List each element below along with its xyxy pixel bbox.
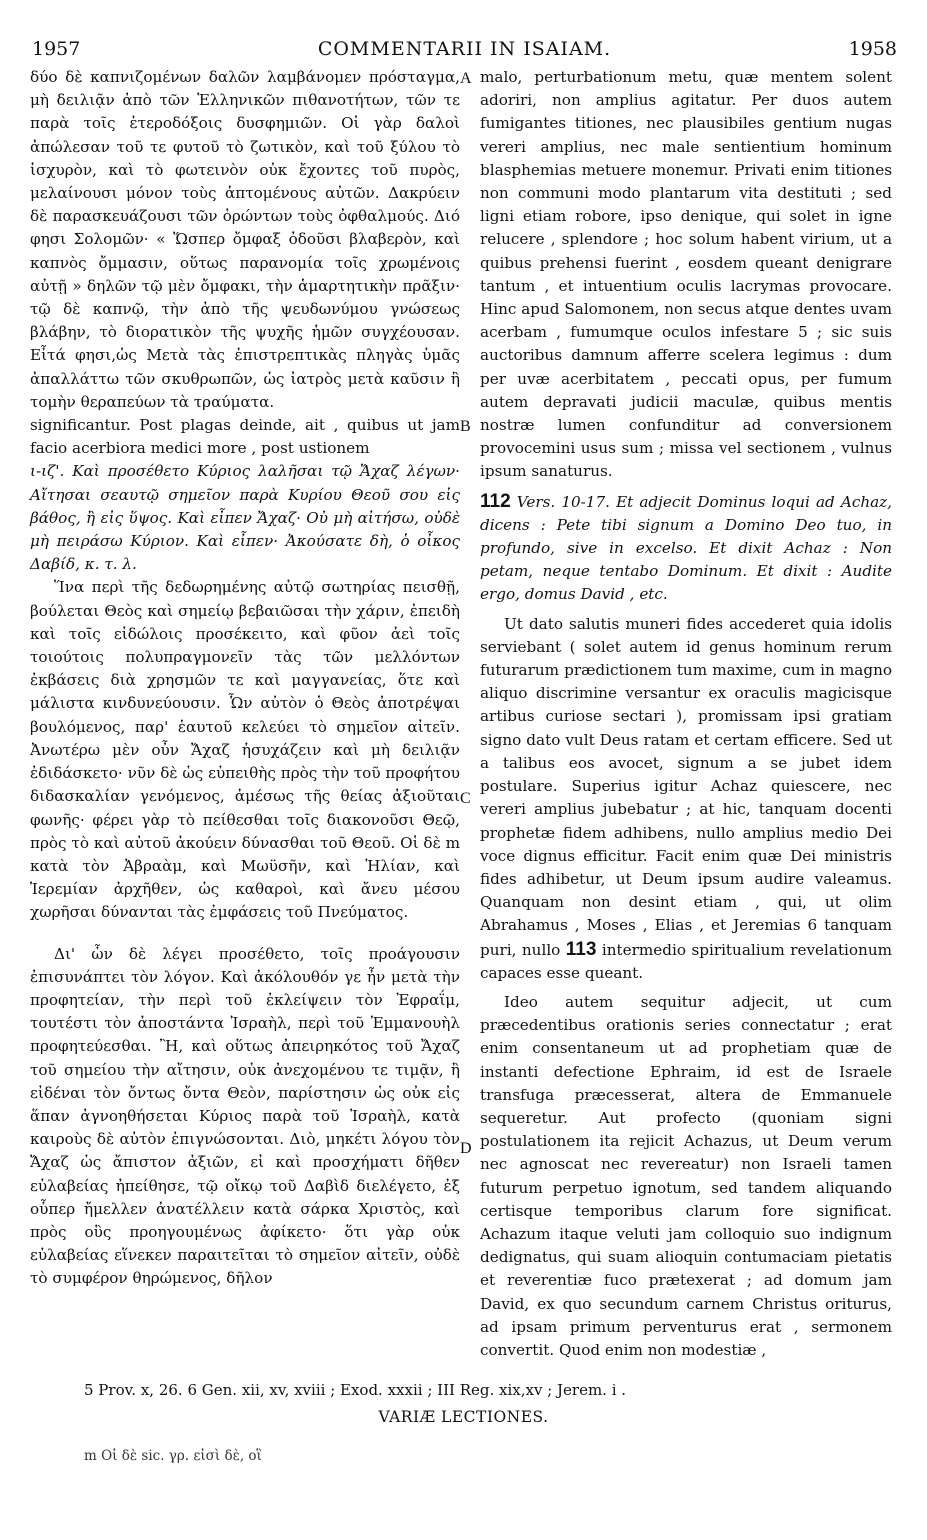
running-title: COMMENTARII IN ISAIAM. — [317, 38, 612, 60]
latin-overflow-line: significantur. Post plagas deinde, ait , quibus ut jam facio acerbiora medici more , post ustionem — [30, 416, 460, 458]
section-number: 112 — [480, 490, 511, 512]
latin-paragraph-2 — [480, 613, 892, 985]
greek-paragraph-1: δύο δὲ καπνιζομένων δαλῶν λαμβάνομεν πρόσταγμα, μὴ δειλιᾷν ἀπὸ τῶν Ἑλληνικῶν πιθανοτήτων, τῶν τε παρὰ τοῖς ἑτεροδόξοις δυσφημιῶν. Οἱ γὰρ δαλοὶ ἀπώλεσαν τοῦ τε φυτοῦ τὸ ζωτικὸν, καὶ τοῦ ξύλου τὸ ἰσχυρὸν, καὶ τὸ φωτεινὸν οὐκ ἔχοντες τοῦ πυρὸς, μελαίνουσι μόνον τοὺς ἁπτομένους αὐτῶν. Δακρύειν δὲ παρασκευάζουσι τῶν ὁρώντων τοὺς ὀφθαλμούς. Διό φησι Σολομῶν· « Ὥσπερ ὄμφαξ ὀδοῦσι βλαβερὸν, καὶ καπνὸς ὄμμασιν, οὕτως παρανομία τοῖς χρωμένοις αὐτῇ » δηλῶν τῷ μὲν ὄμφακι, τὴν ἁμαρτητικὴν πρᾶξιν· τῷ δὲ καπνῷ, τὴν ἀπὸ τῆς ψευδωνύμου γνώσεως βλάβην, τὸ διορατικὸν τῆς ψυχῆς ἡμῶν συγχέουσαν. Εἶτά φησι,ὡς Μετὰ τὰς ἐπιστρεπτικὰς πληγὰς ὑμᾶς ἀπαλλάττω τῶν σκυθρωπῶν, ὡς ἰατρὸς μετὰ καῦσιν ἢ τομὴν θεραπεύων τὰ τραύματα. — [30, 68, 460, 411]
greek-paragraph-2: Ἵνα περὶ τῆς δεδωρημένης αὐτῷ σωτηρίας πεισθῇ, βούλεται Θεὸς καὶ σημείῳ βεβαιῶσαι τὴν χάριν, ἐπειδὴ καὶ τοῖς εἰδώλοις προσέκειτο, καὶ φῦον ἀεὶ τοῖς τοιούτοις πολυπραγμονεῖν τὰς τῶν μελλόντων ἐκβάσεις διὰ χρησμῶν τε καὶ μαγγανείας, ὅτε καὶ μάλιστα κινδυνεύουσιν. Ὧν αὐτὸν ὁ Θεὸς ἀποτρέψαι βουλόμενος, παρ' ἑαυτοῦ κελεύει τὸ σημεῖον αἰτεῖν. Ἀνωτέρω μὲν οὖν Ἄχαζ ἡσυχάζειν καὶ μὴ δειλιᾷν ἐδιδάσκετο· νῦν δὲ ὡς εὐπειθὴς πρὸς τὴν τοῦ προφήτου διδασκαλίαν γενόμενος, ἀμέσως τῆς θείας ἀξιοῦται φωνῆς· φέρει γὰρ τὸ πείθεσθαι τοῖς διακονοῦσι Θεῷ, πρὸς τὸ καὶ αὐτοῦ ἀκούειν δύνασθαι τοῦ Θεοῦ. Οἱ δὲ m κατὰ τὸν Ἀβραὰμ, καὶ Μωϋσῆν, καὶ Ἠλίαν, καὶ Ἱερεμίαν ἀρχῆθεν, ὡς καθαροὶ, καὶ ἄνευ μέσου χωρῆσαι δύνανται τὰς ἐμφάσεις τοῦ Πνεύματος. — [30, 578, 460, 922]
page-header — [32, 38, 897, 62]
page-number-left: 1957 — [32, 38, 81, 60]
greek-column — [30, 66, 460, 1291]
margin-letter-b: B — [460, 418, 471, 435]
latin-column — [480, 66, 892, 1362]
latin-paragraph-2-end: intermedio spiritualium revelationum capaces esse queant. — [480, 940, 893, 982]
latin-paragraph-3: Ideo autem sequitur adjecit, ut cum præcedentibus orationis series connectatur ; erat enim consentaneum ut ad prophetiam quæ de instanti defectione Ephraim, id est de Israele transfuga præcesserat, altera de Emmanuele sequeretur. Aut profecto (quoniam signi postulationem ita rejicit Achazus, ut Deum verum nec agnoscat nec revereatur) non Israeli tamen futurum perpetuo ignotum, sed tandem aliquando certisque temporibus clarum fore significat. Achazum itaque veluti jam colloquio suo indignum dedignatus, qui suam alioquin contumaciam pietatis et reverentiæ fuco prætexerat ; ad domum jam David, ex quo secundum carnem Christus oriturus, ad ipsam primum perventurus erat , sermonem convertit. Quod enim non modestiæ , — [480, 992, 892, 1359]
latin-verse-block — [480, 490, 892, 607]
variae-lectiones-title: VARIÆ LECTIONES. — [378, 1408, 549, 1426]
section-number-2: 113 — [565, 938, 597, 960]
greek-verse-heading: ι-ιζ'. Καὶ προσέθετο Κύριος λαλῆσαι τῷ Ἄχαζ λέγων· Αἴτησαι σεαυτῷ σημεῖον παρὰ Κυρίου Θεοῦ σου εἰς βάθος, ἢ εἰς ὕψος. Καὶ εἶπεν Ἄχαζ· Οὐ μὴ αἰτήσω, οὐδὲ μὴ πειράσω Κύριον. Καὶ εἶπεν· Ἀκούσατε δὴ, ὁ οἶκος Δαβίδ, κ. τ. λ. — [30, 462, 460, 574]
margin-letter-a: A — [460, 70, 472, 87]
page-number-right: 1958 — [848, 38, 897, 60]
latin-paragraph-2-text: Ut dato salutis muneri fides accederet quia idolis serviebant ( solet autem id genus hominum rerum futurarum prædictionem tum maxime, cum in magno aliquo discrimine versantur ex oraculis magicisque artibus curiose sectari ), promissam ipsi gratiam signo dato vult Deus ratam et certam efficere. Sed ut a talibus eos avocet, signum a se jubet idem postulare. Superius igitur Achaz quiescere, nec vereri amplius jubebatur ; at hic, tanquam docenti prophetæ fidem adhibens, nullo amplius medio Dei voce dignus efficitur. Facit enim quæ Dei ministris fides adhibetur, ut Deum ipsum audire valeamus. Quanquam non desint etiam , qui, ut olim Abrahamus , Moses , Elias , et Jeremias 6 tanquam puri, nullo — [480, 614, 892, 959]
greek-paragraph-3: Δι' ὧν δὲ λέγει προσέθετο, τοῖς προάγουσιν ἐπισυνάπτει τὸν λόγον. Καὶ ἀκόλουθόν γε ἦν μετὰ τὴν προφητείαν, τὴν περὶ τοῦ ἐκλείψειν τὸν Ἐφραΐμ, τουτέστι τὸν ἀποστάντα Ἰσραὴλ, περὶ τοῦ Ἐμμανουὴλ προφητεύεσθαι. Ἢ, καὶ οὕτως ἀπειρηκότος τοῦ Ἄχαζ τοῦ σημείου τὴν αἴτησιν, οὐκ ἀνεχομένου τε τιμᾷν, ἢ εἰδέναι τὸν ὄντως ὄντα Θεὸν, παρίστησιν ὡς οὐκ εἰς ἅπαν ἀγνοηθήσεται Κύριος παρὰ τοῦ Ἰσραὴλ, κατὰ καιροὺς δὲ αὐτὸν ἐπιγνώσονται. Διὸ, μηκέτι λόγου τὸν Ἄχαζ ὡς ἄπιστον ἀξιῶν, εἰ καὶ προσχήματι δῆθεν εὐλαβείας ἠπείθησε, τῷ οἴκῳ τοῦ Δαβὶδ διελέγετο, ἐξ οὗπερ ἤμελλεν ἀνατέλλειν κατὰ σάρκα Χριστὸς, καὶ πρὸς οὓς προηγουμένως ἀφίκετο· ὅτι γὰρ οὐκ εὐλαβείας εἵνεκεν παραιτεῖται τὸ σημεῖον αἰτεῖν, οὐδὲ τὸ συμφέρον θηρώμενος, δῆλον — [30, 944, 460, 1288]
latin-paragraph-1: malo, perturbationum metu, quæ mentem solent adoriri, non amplius agitatur. Per duos autem fumigantes titiones, nec plausibiles gentium nugas vereri amplius, nec male sentientium hominum blasphemias metuere monemur. Privati enim titiones non communi modo plantarum vita destituti ; sed ligni etiam robore, ipso denique, qui solet in igne relucere , splendore ; hoc solum habent virium, ut a quibus prehensi fuerint , eosdem queant denigrare tantum , et intuentium oculis lacrymas provocare. Hinc apud Salomonem, non secus atque dentes uvam acerbam , fumumque oculos infestare 5 ; sic suis auctoribus damnum afferre scelera legimus : dum per uvæ acerbitatem , peccati opus, per fumum autem depravati judicii maculæ, quibus mentis nostræ lumen confunditur ad conversionem provocemini usus sum ; missa vel sectionem , vulnus ipsum sanaturus. — [480, 68, 892, 481]
footnotes: 5 Prov. x, 26. 6 Gen. xii, xv, xviii ; Exod. xxxii ; III Reg. xix,xv ; Jerem. i . — [84, 1381, 627, 1399]
variant-reading: m Οἱ δὲ sic. γρ. εἰσὶ δὲ, οἳ — [84, 1448, 262, 1464]
margin-letter-c: C — [460, 790, 471, 807]
latin-verse-heading: Vers. 10-17. Et adjecit Dominus loqui ad Achaz, dicens : Pete tibi signum a Domino Deo tuo, in profundo, sive in excelso. Et dixit Achaz : Non petam, neque tentabo Dominum. Et dixit : Audite ergo, domus David , etc. — [480, 492, 892, 604]
margin-letter-d: D — [460, 1140, 472, 1157]
